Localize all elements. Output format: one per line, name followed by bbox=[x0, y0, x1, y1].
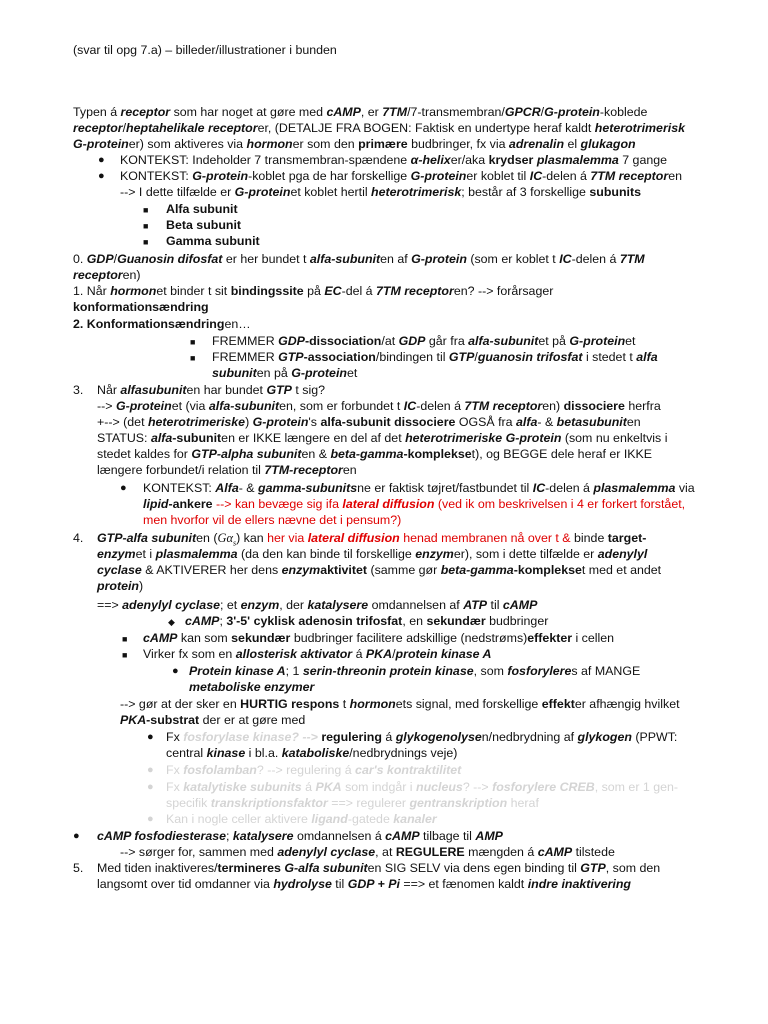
step-number: 5. bbox=[73, 861, 84, 875]
text-line: FREMMER GDP-dissociation/at GDP går fra alfa-subunitet på G-proteinet bbox=[212, 334, 636, 348]
text-line: stedet kaldes for GTP-alpha subuniten & beta-gamma-komplekset), og BEGGE dele heraf er IKKE bbox=[97, 447, 653, 461]
text-line: Typen á receptor som har noget at gøre med cAMP, er 7TM/7-transmembran/GPCR/G-protein-koblede bbox=[73, 105, 648, 119]
text-line: receptoren) bbox=[73, 268, 141, 282]
text-line: --> sørger for, sammen med adenylyl cyclase, at REGULERE mængden á cAMP tilstede bbox=[120, 845, 615, 859]
bullet-square-icon: ■ bbox=[190, 353, 196, 363]
bullet-square-icon: ■ bbox=[122, 650, 128, 660]
text-line: central kinase i bl.a. kataboliske/nedbrydnings veje) bbox=[166, 746, 458, 760]
bullet-dot-icon: ● bbox=[147, 781, 154, 793]
text-line: cyclase & AKTIVERER her dens enzymaktivitet (samme gør beta-gamma-komplekset med et andet bbox=[97, 563, 662, 577]
bullet-dot-icon: ● bbox=[172, 665, 179, 677]
text-line: receptor/heptahelikale receptorer, (DETALJE FRA BOGEN: Faktisk en undertype heraf kaldt heterotrimerisk bbox=[73, 121, 685, 135]
text-line: subuniten på G-proteinet bbox=[212, 366, 358, 380]
bullet-square-icon: ■ bbox=[143, 237, 149, 247]
text-line: Alfa subunit bbox=[166, 202, 238, 216]
text-line: 2. Konformationsændringen… bbox=[73, 317, 251, 331]
text-line: 1. Når hormonet binder t sit bindingssite på EC-del á 7TM receptoren? --> forårsager bbox=[73, 284, 554, 298]
text-line: længere forbundet/i relation til 7TM-receptoren bbox=[97, 463, 357, 477]
text-line: konformationsændring bbox=[73, 300, 209, 314]
text-line: protein) bbox=[97, 579, 144, 593]
bullet-dot-icon: ● bbox=[73, 830, 80, 842]
bullet-dot-icon: ● bbox=[147, 764, 154, 776]
text-line: Fx katalytiske subunits á PKA som indgår i nucleus? --> fosforylere CREB, som er 1 gen- bbox=[166, 780, 679, 794]
text-line: --> gør at der sker en HURTIG respons t hormonets signal, med forskellige effekter afhængig hvilket bbox=[120, 697, 680, 711]
bullet-dot-icon: ● bbox=[98, 170, 105, 182]
text-line: FREMMER GTP-association/bindingen til GTP/guanosin trifosfat i stedet t alfa bbox=[212, 350, 658, 364]
text-line: cAMP fosfodiesterase; katalysere omdannelsen á cAMP tilbage til AMP bbox=[97, 829, 503, 843]
text-line: --> G-proteinet (via alfa-subuniten, som er forbundet t IC-delen á 7TM receptoren) dissociere herfra bbox=[97, 399, 661, 413]
text-line: cAMP kan som sekundær budbringer facilitere adskillige (nedstrøms)effekter i cellen bbox=[143, 631, 615, 645]
text-line: lipid-ankere --> kan bevæge sig ifa lateral diffusion (ved ik om beskrivelsen i 4 er forkert forstået, bbox=[143, 497, 686, 511]
text-line: KONTEKST: G-protein-koblet pga de har forskellige G-proteiner koblet til IC-delen á 7TM receptoren bbox=[120, 169, 682, 183]
text-line: Protein kinase A; 1 serin-threonin protein kinase, som fosforyleres af MANGE bbox=[189, 664, 641, 678]
text-line: specifik transkriptionsfaktor ==> regulerer gentranskription heraf bbox=[166, 796, 539, 810]
bullet-square-icon: ■ bbox=[190, 337, 196, 347]
bullet-dot-icon: ● bbox=[147, 731, 154, 743]
bullet-dot-icon: ● bbox=[147, 813, 154, 825]
header-note: (svar til opg 7.a) – billeder/illustrationer i bunden bbox=[73, 43, 337, 57]
bullet-square-icon: ■ bbox=[143, 221, 149, 231]
bullet-diamond-icon: ◆ bbox=[168, 617, 175, 627]
text-line: cAMP; 3'-5' cyklisk adenosin trifosfat, en sekundær budbringer bbox=[185, 614, 549, 628]
bullet-dot-icon: ● bbox=[120, 482, 127, 494]
text-line: Gamma subunit bbox=[166, 234, 260, 248]
text-line: KONTEKST: Alfa- & gamma-subunitsne er faktisk tøjret/fastbundet til IC-delen á plasmalemma via bbox=[143, 481, 695, 495]
text-line: Når alfasubuniten har bundet GTP t sig? bbox=[97, 383, 325, 397]
text-line: Virker fx som en allosterisk aktivator á PKA/protein kinase A bbox=[143, 647, 492, 661]
text-line: men hvorfor vil de ellers nævne det i pensum?) bbox=[143, 513, 402, 527]
text-line: Fx fosfolamban? --> regulering á car's kontraktilitet bbox=[166, 763, 462, 777]
text-line: Med tiden inaktiveres/termineres G-alfa subuniten SIG SELV via dens egen binding til GTP, som den bbox=[97, 861, 661, 875]
text-line: 0. GDP/Guanosin difosfat er her bundet t alfa-subuniten af G-protein (som er koblet t IC-delen á 7TM bbox=[73, 252, 645, 266]
text-line: +--> (det heterotrimeriske) G-protein's alfa-subunit dissociere OGSÅ fra alfa- & betasubuniten bbox=[97, 415, 641, 429]
text-line: Beta subunit bbox=[166, 218, 242, 232]
text-line: ==> adenylyl cyclase; et enzym, der katalysere omdannelsen af ATP til cAMP bbox=[97, 598, 538, 612]
step-number: 4. bbox=[73, 531, 84, 545]
text-line: Kan i nogle celler aktivere ligand-gatede kanaler bbox=[166, 812, 437, 826]
bullet-dot-icon: ● bbox=[98, 154, 105, 166]
text-line: metaboliske enzymer bbox=[189, 680, 315, 694]
text-line: STATUS: alfa-subuniten er IKKE længere en del af det heterotrimeriske G-protein (som nu enkeltvis i bbox=[97, 431, 668, 445]
bullet-square-icon: ■ bbox=[143, 205, 149, 215]
text-line: GTP-alfa subuniten $(G\alpha_s)$ kan her via lateral diffusion henad membranen nå over t & binde target- bbox=[97, 531, 647, 548]
text-line: KONTEKST: Indeholder 7 transmembran-spændene α-helixer/aka krydser plasmalemma 7 gange bbox=[120, 153, 668, 167]
text-line: PKA-substrat der er at gøre med bbox=[120, 713, 306, 727]
text-line: langsomt over tid omdanner via hydrolyse til GDP + Pi ==> et fænomen kaldt indre inaktivering bbox=[97, 877, 631, 891]
text-line: --> I dette tilfælde er G-proteinet koblet hertil heterotrimerisk; består af 3 forskellige subunits bbox=[120, 185, 641, 199]
bullet-square-icon: ■ bbox=[122, 634, 128, 644]
text-line: enzymet i plasmalemma (da den kan binde til forskellige enzymer), som i dette tilfælde er adenylyl bbox=[97, 547, 648, 561]
text-line: Fx fosforylase kinase? --> regulering á glykogenolysen/nedbrydning af glykogen (PPWT: bbox=[166, 730, 678, 744]
text-line: G-proteiner) som aktiveres via hormoner som den primære budbringer, fx via adrenalin el glukagon bbox=[73, 137, 636, 151]
step-number: 3. bbox=[73, 383, 84, 397]
